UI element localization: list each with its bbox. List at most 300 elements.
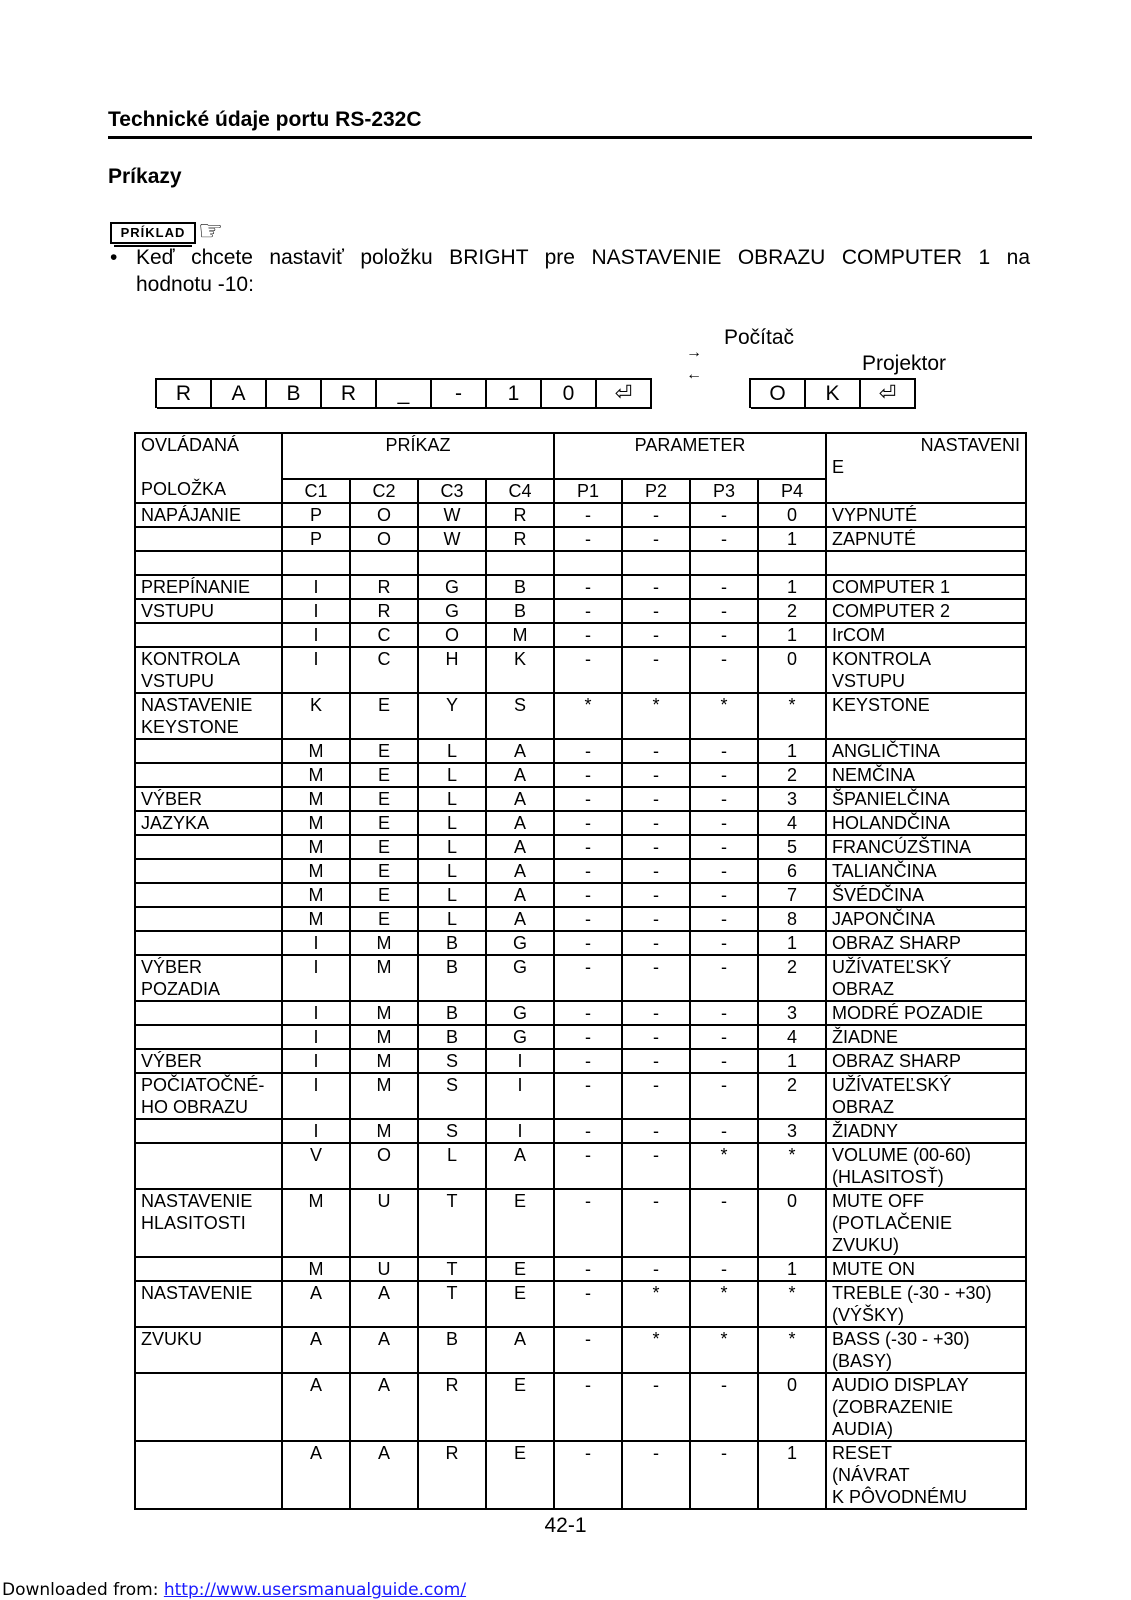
download-footer [2, 1580, 466, 1600]
control-item-cell [135, 551, 282, 575]
code-cell: - [690, 739, 758, 763]
code-cell: 0 [758, 503, 826, 527]
subheading: Príkazy [108, 165, 182, 188]
code-cell: * [758, 1327, 826, 1373]
code-cell: - [690, 883, 758, 907]
code-cell: - [554, 739, 622, 763]
code-cell: I [282, 1001, 350, 1025]
table-row [135, 1073, 1026, 1119]
code-cell: R [486, 527, 554, 551]
code-cell: 6 [758, 859, 826, 883]
table-row [135, 1441, 1026, 1509]
code-cell: 2 [758, 955, 826, 1001]
control-item-cell: VÝBER [135, 787, 282, 811]
code-cell: M [350, 1025, 418, 1049]
code-cell: E [350, 693, 418, 739]
code-cell: A [282, 1441, 350, 1509]
code-cell: * [690, 1143, 758, 1189]
code-cell: M [350, 955, 418, 1001]
download-link[interactable]: http://www.usersmanualguide.com/ [163, 1580, 467, 1600]
code-cell: - [690, 907, 758, 931]
command-cell: R [157, 378, 212, 409]
code-cell: - [622, 763, 690, 787]
code-cell: - [622, 1073, 690, 1119]
setting-cell: OBRAZ SHARP [826, 931, 1026, 955]
code-cell: I [282, 1119, 350, 1143]
code-cell: - [690, 1001, 758, 1025]
pointing-hand-icon: ☞ [198, 215, 224, 246]
code-cell: 4 [758, 1025, 826, 1049]
code-cell: 0 [758, 1373, 826, 1441]
code-cell [690, 551, 758, 575]
code-cell: K [486, 647, 554, 693]
command-cell: _ [377, 378, 432, 409]
section-title: Technické údaje portu RS-232C [108, 108, 422, 131]
code-cell: E [350, 859, 418, 883]
setting-cell: FRANCÚZŠTINA [826, 835, 1026, 859]
setting-cell: NEMČINA [826, 763, 1026, 787]
code-cell: A [486, 883, 554, 907]
code-cell: - [554, 811, 622, 835]
code-cell: S [418, 1119, 486, 1143]
code-cell: M [282, 811, 350, 835]
code-cell: O [350, 1143, 418, 1189]
code-cell [486, 551, 554, 575]
table-row [135, 739, 1026, 763]
code-cell: M [350, 931, 418, 955]
code-cell: E [350, 787, 418, 811]
table-row [135, 787, 1026, 811]
code-cell: M [282, 1189, 350, 1257]
code-cell: * [758, 1143, 826, 1189]
code-cell: 0 [758, 647, 826, 693]
setting-cell: AUDIO DISPLAY (ZOBRAZENIE AUDIA) [826, 1373, 1026, 1441]
code-cell: T [418, 1257, 486, 1281]
code-cell: 2 [758, 763, 826, 787]
code-cell: V [282, 1143, 350, 1189]
header-control-line1: OVLÁDANÁ [141, 435, 240, 455]
code-cell: - [622, 1049, 690, 1073]
code-cell: - [554, 503, 622, 527]
code-cell: B [418, 1025, 486, 1049]
table-row [135, 955, 1026, 1001]
code-cell: I [282, 1073, 350, 1119]
code-cell: L [418, 739, 486, 763]
code-cell: - [690, 1119, 758, 1143]
code-cell: L [418, 811, 486, 835]
table-row [135, 599, 1026, 623]
code-cell: T [418, 1189, 486, 1257]
code-cell: - [622, 647, 690, 693]
setting-cell: ZAPNUTÉ [826, 527, 1026, 551]
code-cell: B [418, 1327, 486, 1373]
setting-cell: TREBLE (-30 - +30) (VÝŠKY) [826, 1281, 1026, 1327]
code-cell: L [418, 907, 486, 931]
code-cell: 1 [758, 1257, 826, 1281]
code-cell: A [486, 907, 554, 931]
code-cell: W [418, 527, 486, 551]
code-cell: - [622, 835, 690, 859]
control-item-cell: VÝBER [135, 1049, 282, 1073]
code-cell [282, 551, 350, 575]
code-cell: B [486, 599, 554, 623]
code-cell: - [554, 763, 622, 787]
code-cell: - [554, 1001, 622, 1025]
setting-cell: HOLANDČINA [826, 811, 1026, 835]
code-cell: - [554, 907, 622, 931]
code-cell: - [622, 1001, 690, 1025]
code-cell: - [622, 1257, 690, 1281]
code-cell: I [282, 1025, 350, 1049]
code-cell: - [554, 955, 622, 1001]
table-header-row [135, 433, 1026, 479]
control-item-cell [135, 763, 282, 787]
arrow-right-icon: → [686, 344, 702, 361]
header-code: P3 [690, 479, 758, 503]
code-cell: 1 [758, 527, 826, 551]
code-cell: A [350, 1327, 418, 1373]
return-key-icon: ⏎ [597, 378, 652, 409]
code-cell: I [282, 599, 350, 623]
page-number: 42-1 [544, 1514, 587, 1537]
code-cell: O [418, 623, 486, 647]
code-cell: - [554, 1049, 622, 1073]
code-cell: - [690, 787, 758, 811]
code-cell: - [622, 1119, 690, 1143]
computer-label: Počítač [724, 326, 795, 349]
setting-cell [826, 551, 1026, 575]
code-cell: - [554, 835, 622, 859]
code-cell [758, 551, 826, 575]
code-cell: 2 [758, 599, 826, 623]
header-code: P1 [554, 479, 622, 503]
control-item-cell [135, 623, 282, 647]
code-cell: I [486, 1073, 554, 1119]
response-cell: O [751, 378, 806, 409]
code-cell: R [350, 575, 418, 599]
code-cell: - [554, 1441, 622, 1509]
code-cell: * [758, 1281, 826, 1327]
code-cell: - [690, 835, 758, 859]
setting-cell: OBRAZ SHARP [826, 1049, 1026, 1073]
code-cell: G [486, 955, 554, 1001]
code-cell: 1 [758, 575, 826, 599]
code-cell: L [418, 763, 486, 787]
code-cell: K [282, 693, 350, 739]
code-cell: B [486, 575, 554, 599]
code-cell: - [622, 931, 690, 955]
code-cell: - [554, 1025, 622, 1049]
code-cell: S [486, 693, 554, 739]
code-cell: L [418, 1143, 486, 1189]
code-cell: G [486, 1001, 554, 1025]
setting-cell: TALIANČINA [826, 859, 1026, 883]
code-cell: * [622, 693, 690, 739]
code-cell: T [418, 1281, 486, 1327]
code-cell: I [486, 1119, 554, 1143]
header-code: P2 [622, 479, 690, 503]
code-cell: O [350, 503, 418, 527]
code-cell: - [622, 811, 690, 835]
header-setting-part2: E [832, 457, 845, 477]
table-row [135, 1049, 1026, 1073]
code-cell: A [350, 1281, 418, 1327]
command-sequence [155, 378, 652, 408]
code-cell: - [554, 623, 622, 647]
code-cell: 1 [758, 1049, 826, 1073]
code-cell: 3 [758, 787, 826, 811]
code-cell: - [554, 1327, 622, 1373]
setting-cell: COMPUTER 1 [826, 575, 1026, 599]
code-cell: M [486, 623, 554, 647]
code-cell: I [486, 1049, 554, 1073]
code-cell: 1 [758, 931, 826, 955]
setting-cell: UŽÍVATEĽSKÝ OBRAZ [826, 955, 1026, 1001]
code-cell: - [690, 859, 758, 883]
table-row [135, 859, 1026, 883]
code-cell: E [486, 1281, 554, 1327]
example-bullet [110, 244, 1030, 298]
code-cell: - [554, 1119, 622, 1143]
code-cell: - [690, 955, 758, 1001]
table-row [135, 1373, 1026, 1441]
code-cell: * [758, 693, 826, 739]
command-table [134, 432, 1027, 1510]
control-item-cell [135, 907, 282, 931]
code-cell: - [690, 763, 758, 787]
code-cell: 8 [758, 907, 826, 931]
setting-cell: VYPNUTÉ [826, 503, 1026, 527]
code-cell: - [690, 599, 758, 623]
code-cell: E [350, 835, 418, 859]
table-row [135, 811, 1026, 835]
table-row [135, 1327, 1026, 1373]
setting-cell: VOLUME (00-60) (HLASITOSŤ) [826, 1143, 1026, 1189]
code-cell: M [350, 1001, 418, 1025]
code-cell: - [622, 1441, 690, 1509]
header-code: C2 [350, 479, 418, 503]
code-cell: 1 [758, 623, 826, 647]
table-row [135, 1001, 1026, 1025]
code-cell: - [554, 883, 622, 907]
code-cell: - [690, 623, 758, 647]
setting-cell: KONTROLA VSTUPU [826, 647, 1026, 693]
code-cell: M [350, 1119, 418, 1143]
code-cell: M [282, 787, 350, 811]
code-cell: * [690, 1281, 758, 1327]
code-cell: * [690, 693, 758, 739]
code-cell: G [418, 575, 486, 599]
control-item-cell [135, 1025, 282, 1049]
code-cell: - [622, 883, 690, 907]
table-row [135, 503, 1026, 527]
control-item-cell: JAZYKA [135, 811, 282, 835]
command-cell: R [322, 378, 377, 409]
setting-cell: RESET (NÁVRAT K PÔVODNÉMU [826, 1441, 1026, 1509]
code-cell: - [690, 527, 758, 551]
setting-cell: MUTE ON [826, 1257, 1026, 1281]
code-cell: - [690, 1373, 758, 1441]
code-cell: - [554, 859, 622, 883]
control-item-cell [135, 835, 282, 859]
code-cell: * [690, 1327, 758, 1373]
code-cell: L [418, 883, 486, 907]
code-cell: 3 [758, 1001, 826, 1025]
setting-cell: UŽÍVATEĽSKÝ OBRAZ [826, 1073, 1026, 1119]
header-setting-part1: NASTAVENI [920, 435, 1020, 455]
code-cell: R [486, 503, 554, 527]
command-cell: B [267, 378, 322, 409]
code-cell: - [554, 1281, 622, 1327]
control-item-cell: KONTROLA VSTUPU [135, 647, 282, 693]
code-cell: - [554, 599, 622, 623]
code-cell: C [350, 623, 418, 647]
code-cell: A [486, 811, 554, 835]
table-row [135, 1143, 1026, 1189]
code-cell: M [350, 1049, 418, 1073]
control-item-cell [135, 1441, 282, 1509]
table-row [135, 907, 1026, 931]
code-cell: 1 [758, 1441, 826, 1509]
code-cell: E [350, 907, 418, 931]
code-cell: - [554, 931, 622, 955]
setting-cell: JAPONČINA [826, 907, 1026, 931]
code-cell: - [554, 647, 622, 693]
header-command: PRÍKAZ [282, 433, 554, 479]
code-cell: Y [418, 693, 486, 739]
code-cell: E [486, 1189, 554, 1257]
table-row [135, 623, 1026, 647]
code-cell [350, 551, 418, 575]
header-code: C1 [282, 479, 350, 503]
code-cell: A [282, 1327, 350, 1373]
control-item-cell [135, 1143, 282, 1189]
table-row [135, 1257, 1026, 1281]
code-cell: - [622, 739, 690, 763]
command-cell: - [432, 378, 487, 409]
code-cell: - [690, 1441, 758, 1509]
code-cell: * [554, 693, 622, 739]
setting-cell: MUTE OFF (POTLAČENIE ZVUKU) [826, 1189, 1026, 1257]
control-item-cell: VSTUPU [135, 599, 282, 623]
code-cell: - [690, 931, 758, 955]
code-cell: - [690, 1073, 758, 1119]
table-row [135, 763, 1026, 787]
table-row [135, 693, 1026, 739]
code-cell: - [622, 623, 690, 647]
title-rule [108, 136, 1032, 139]
control-item-cell [135, 883, 282, 907]
code-cell: M [282, 1257, 350, 1281]
code-cell: R [350, 599, 418, 623]
code-cell: 0 [758, 1189, 826, 1257]
arrow-left-icon: ← [686, 366, 702, 383]
code-cell: A [486, 859, 554, 883]
code-cell: - [622, 1025, 690, 1049]
code-cell: A [486, 835, 554, 859]
code-cell: W [418, 503, 486, 527]
header-control-item [135, 433, 282, 503]
code-cell: - [690, 647, 758, 693]
code-cell: - [554, 1257, 622, 1281]
control-item-cell [135, 859, 282, 883]
setting-cell: ŠVÉDČINA [826, 883, 1026, 907]
control-item-cell: ZVUKU [135, 1327, 282, 1373]
code-cell: C [350, 647, 418, 693]
code-cell: - [690, 1049, 758, 1073]
code-cell: L [418, 835, 486, 859]
setting-cell: ANGLIČTINA [826, 739, 1026, 763]
code-cell: E [486, 1373, 554, 1441]
code-cell: A [486, 1327, 554, 1373]
code-cell: A [350, 1373, 418, 1441]
example-badge: PRÍKLAD [110, 222, 196, 244]
control-item-cell: POČIATOČNÉ- HO OBRAZU [135, 1073, 282, 1119]
code-cell: - [554, 787, 622, 811]
code-cell: R [418, 1373, 486, 1441]
code-cell: 4 [758, 811, 826, 835]
code-cell: I [282, 647, 350, 693]
table-row [135, 551, 1026, 575]
code-cell [418, 551, 486, 575]
bullet-dot: • [110, 246, 118, 269]
code-cell: A [486, 763, 554, 787]
code-cell: 7 [758, 883, 826, 907]
control-item-cell [135, 739, 282, 763]
command-cell: A [212, 378, 267, 409]
code-cell: E [350, 883, 418, 907]
code-cell [622, 551, 690, 575]
code-cell: E [350, 739, 418, 763]
code-cell: - [622, 907, 690, 931]
table-row [135, 1119, 1026, 1143]
control-item-cell [135, 931, 282, 955]
code-cell: E [486, 1257, 554, 1281]
code-cell: I [282, 955, 350, 1001]
example-text-line1: Keď chcete nastaviť položku BRIGHT pre NASTAVENIE OBRAZU COMPUTER 1 na [136, 246, 1030, 269]
control-item-cell [135, 1257, 282, 1281]
code-cell: A [282, 1373, 350, 1441]
code-cell: M [282, 835, 350, 859]
code-cell: I [282, 1049, 350, 1073]
code-cell: M [282, 883, 350, 907]
code-cell: - [622, 527, 690, 551]
code-cell: - [622, 1189, 690, 1257]
code-cell: - [690, 811, 758, 835]
code-cell: - [622, 503, 690, 527]
code-cell: U [350, 1257, 418, 1281]
code-cell: - [554, 1373, 622, 1441]
code-cell: M [350, 1073, 418, 1119]
code-cell: G [486, 1025, 554, 1049]
setting-cell: ŽIADNY [826, 1119, 1026, 1143]
code-cell: - [690, 1189, 758, 1257]
code-cell: I [282, 575, 350, 599]
code-cell: * [622, 1327, 690, 1373]
code-cell: M [282, 859, 350, 883]
table-row [135, 1281, 1026, 1327]
table-row [135, 931, 1026, 955]
setting-cell: BASS (-30 - +30) (BASY) [826, 1327, 1026, 1373]
header-parameter: PARAMETER [554, 433, 826, 479]
code-cell: S [418, 1049, 486, 1073]
header-code: C4 [486, 479, 554, 503]
code-cell: B [418, 931, 486, 955]
table-row [135, 835, 1026, 859]
code-cell: - [622, 575, 690, 599]
header-code: P4 [758, 479, 826, 503]
control-item-cell: NASTAVENIE HLASITOSTI [135, 1189, 282, 1257]
